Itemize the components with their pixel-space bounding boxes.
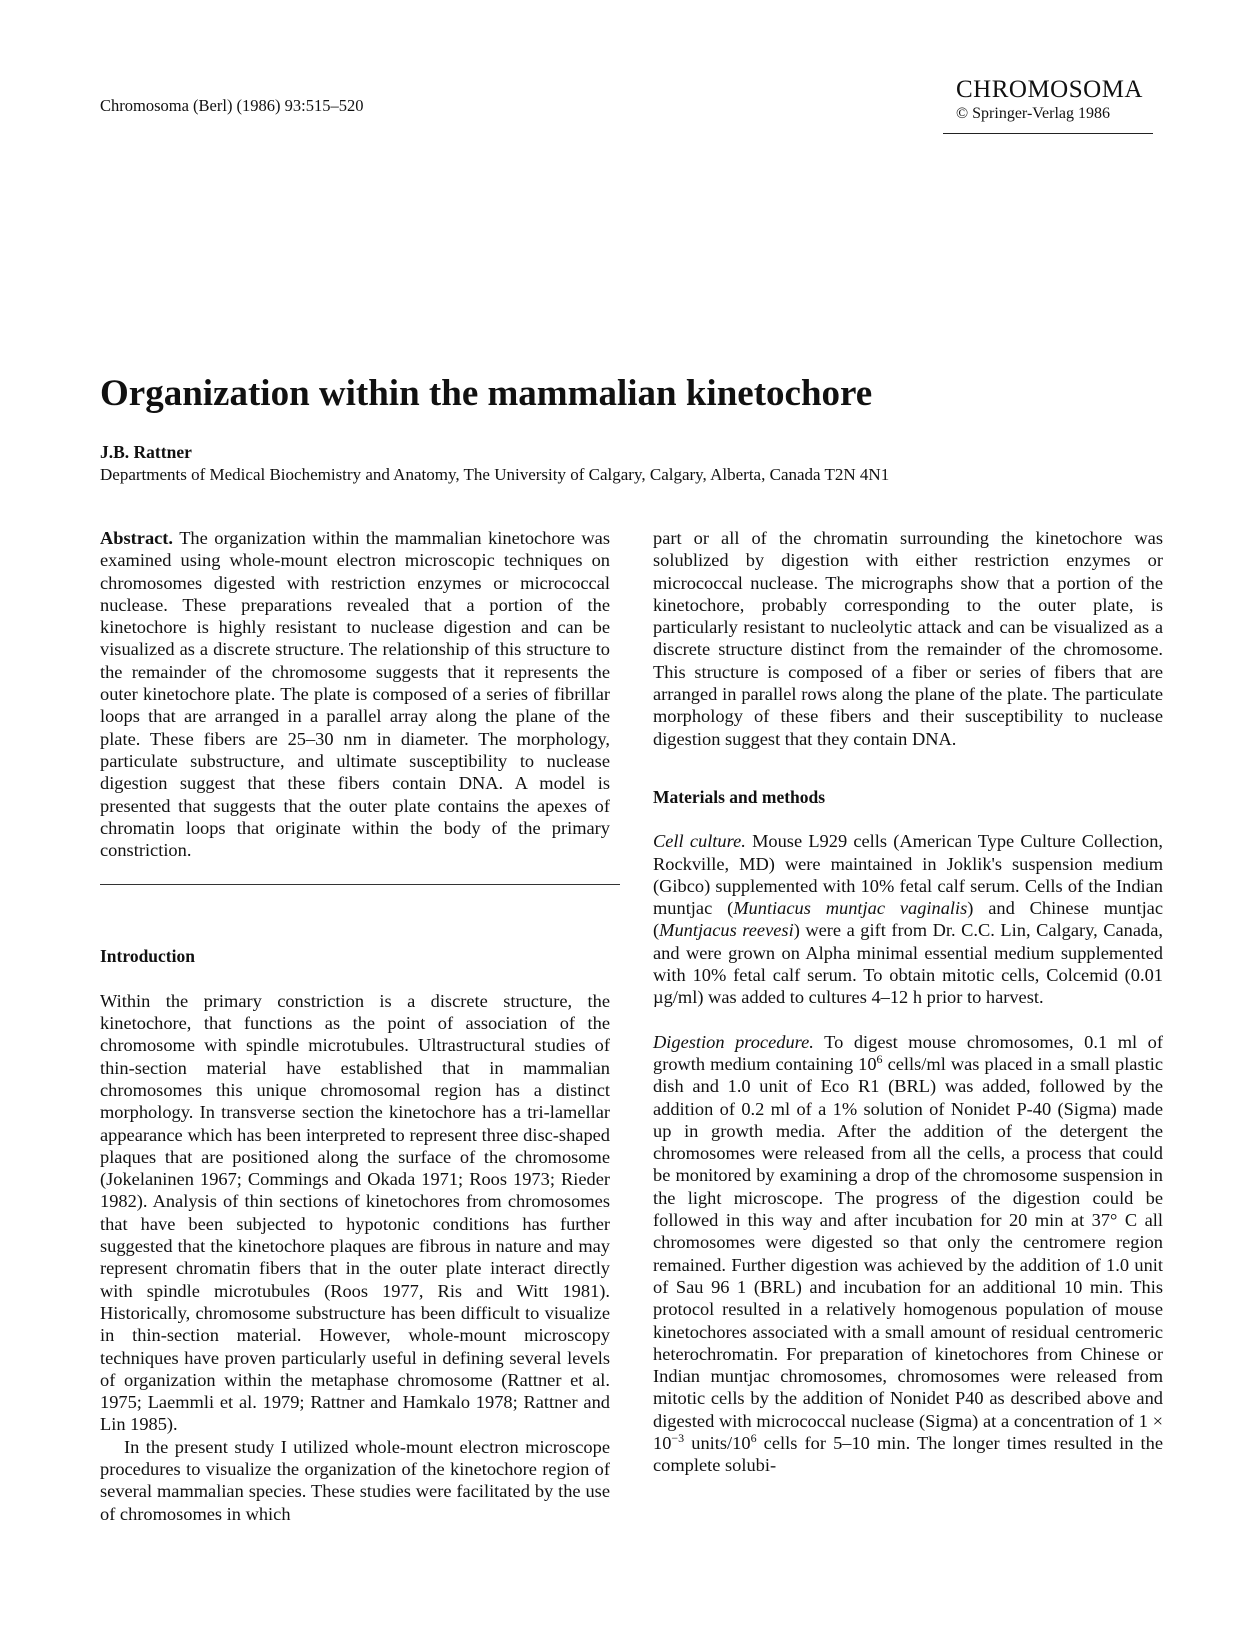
article-title: Organization within the mammalian kinetochore — [100, 373, 873, 414]
author-name: J.B. Rattner — [100, 442, 192, 462]
journal-name: CHROMOSOMA — [956, 76, 1143, 103]
digestion-paragraph — [653, 1031, 1163, 1477]
introduction-paragraph-2-continued: part or all of the chromatin surrounding the kinetochore was solublized by digestion with either restriction enzymes or micrococcal nuclease. The micrographs show that a portion of the kinetochore, probably corresponding to the outer plate, is particularly resistant to nucleolytic attack and can be visualized as a discrete structure distinct from the remainder of the chromosome. This structure is composed of a fiber or series of fibers that are arranged in parallel rows along the plane of the plate. The particulate morphology of these fibers and their susceptibility to nuclease digestion suggest that they contain DNA. — [653, 528, 1163, 749]
author-affiliation: Departments of Medical Biochemistry and Anatomy, The University of Calgary, Calgary, Alberta, Canada T2N 4N1 — [100, 465, 890, 484]
species-name-2: Muntjacus reevesi — [659, 920, 794, 941]
cell-culture-text-a: Mouse L929 cells (American Type Culture Collection, Rockville, MD) were maintained in Joklik's suspension medium (Gibco) supplemented with 10% fetal calf serum. Cells of the Indian muntjac ( — [653, 831, 1163, 919]
superscript-exponent: −3 — [671, 1430, 685, 1445]
header-rule — [943, 133, 1153, 134]
cell-culture-text-b: ) and Chinese muntjac ( — [653, 898, 1163, 941]
species-name-1: Muntiacus muntjac vaginalis — [733, 898, 968, 919]
introduction-paragraph-2: In the present study I utilized whole-mount electron microscope procedures to visualize the organization of the kinetochore region of several mammalian species. These studies were facilitated by the use of chromosomes in which — [100, 1436, 610, 1524]
introduction-heading: Introduction — [100, 946, 195, 967]
digestion-label: Digestion procedure. — [653, 1031, 814, 1052]
abstract-paragraph — [100, 527, 610, 861]
cell-culture-label: Cell culture. — [653, 831, 746, 852]
methods-heading: Materials and methods — [653, 786, 826, 807]
digestion-text-b: cells/ml was placed in a small plastic dish and 1.0 unit of Eco R1 (BRL) was added, followed by the addition of 0.2 ml of a 1% solution of Nonidet P-40 (Sigma) made up in growth media. After the addition of the detergent the chromosomes were released from all the cells, a process that could be monitored by examining a drop of the chromosome suspension in the light microscope. The progress of the digestion could be followed in this way and after incubation for 20 min at 37° C all chromosomes were digested so that only the centromere region remained. Further digestion was achieved by the addition of 1.0 unit of Sau 96 1 (BRL) and incubation for an additional 10 min. This protocol resulted in a relatively homogenous population of mouse kinetochores associated with a small amount of residual centromeric heterochromatin. For preparation of kinetochores from Chinese or Indian muntjac chromosomes, chromosomes were released from mitotic cells by the addition of Nonidet P40 as described above and digested with micrococcal nuclease (Sigma) at a concentration of 1 × 10 — [653, 1053, 1164, 1453]
introduction-paragraph-1: Within the primary constriction is a discrete structure, the kinetochore, that functions as the point of association of the chromosome with spindle microtubules. Ultrastructural studies of thin-section material have established that in mammalian chromosomes this unique chromosomal region has a distinct morphology. In transverse section the kinetochore has a tri-lamellar appearance which has been interpreted to represent three disc-shaped plaques that are positioned along the surface of the chromosome (Jokelaninen 1967; Commings and Okada 1971; Roos 1973; Rieder 1982). Analysis of thin sections of kinetochores from chromosomes that have been subjected to hypotonic conditions has further suggested that the kinetochore plaques are fibrous in nature and may represent chromatin fibers that in the outer plate interact directly with spindle microtubules (Roos 1977, Ris and Witt 1981). Historically, chromosome substructure has been difficult to visualize in thin-section material. However, whole-mount microscopy techniques have proven particularly useful in defining several levels of organization within the metaphase chromosome (Rattner et al. 1975; Laemmli et al. 1979; Rattner and Hamkalo 1978; Rattner and Lin 1985). — [100, 990, 610, 1435]
cell-culture-text-c: ) were a gift from Dr. C.C. Lin, Calgary, Canada, and were grown on Alpha minimal essential medium supplemented with 10% fetal calf serum. To obtain mitotic cells, Colcemid (0.01 µg/ml) was added to cultures 4–12 h prior to harvest. — [653, 920, 1163, 1008]
digestion-text-c: units/10 — [684, 1432, 751, 1453]
digestion-text-d: cells for 5–10 min. The longer times resulted in the complete solubi- — [653, 1432, 1163, 1476]
journal-masthead — [943, 76, 1153, 134]
digestion-text-a: To digest mouse chromosomes, 0.1 ml of growth medium containing 10 — [653, 1031, 1164, 1074]
abstract-text: The organization within the mammalian kinetochore was examined using whole-mount electron microscopic techniques on chromosomes digested with restriction enzymes or micrococcal nuclease. These preparations revealed that a portion of the kinetochore is highly resistant to nuclease digestion and can be visualized as a discrete structure. The relationship of this structure to the remainder of the chromosome suggests that it represents the outer kinetochore plate. The plate is composed of a series of fibrillar loops that are arranged in a parallel array along the plane of the plate. These fibers are 25–30 nm in diameter. The morphology, particulate substructure, and ultimate susceptibility to nuclease digestion suggest that these fibers contain DNA. A model is presented that suggests that the outer plate contains the apexes of chromatin loops that originate within the body of the primary constriction. — [100, 528, 610, 861]
superscript-exponent: 6 — [750, 1430, 757, 1445]
superscript-exponent: 6 — [876, 1051, 883, 1066]
left-column — [100, 527, 610, 1525]
copyright-notice: © Springer-Verlag 1986 — [956, 105, 1111, 122]
right-column — [653, 527, 1163, 1477]
abstract-label: Abstract. — [100, 528, 174, 548]
cell-culture-paragraph — [653, 830, 1163, 1008]
journal-citation: Chromosoma (Berl) (1986) 93:515–520 — [100, 96, 364, 115]
